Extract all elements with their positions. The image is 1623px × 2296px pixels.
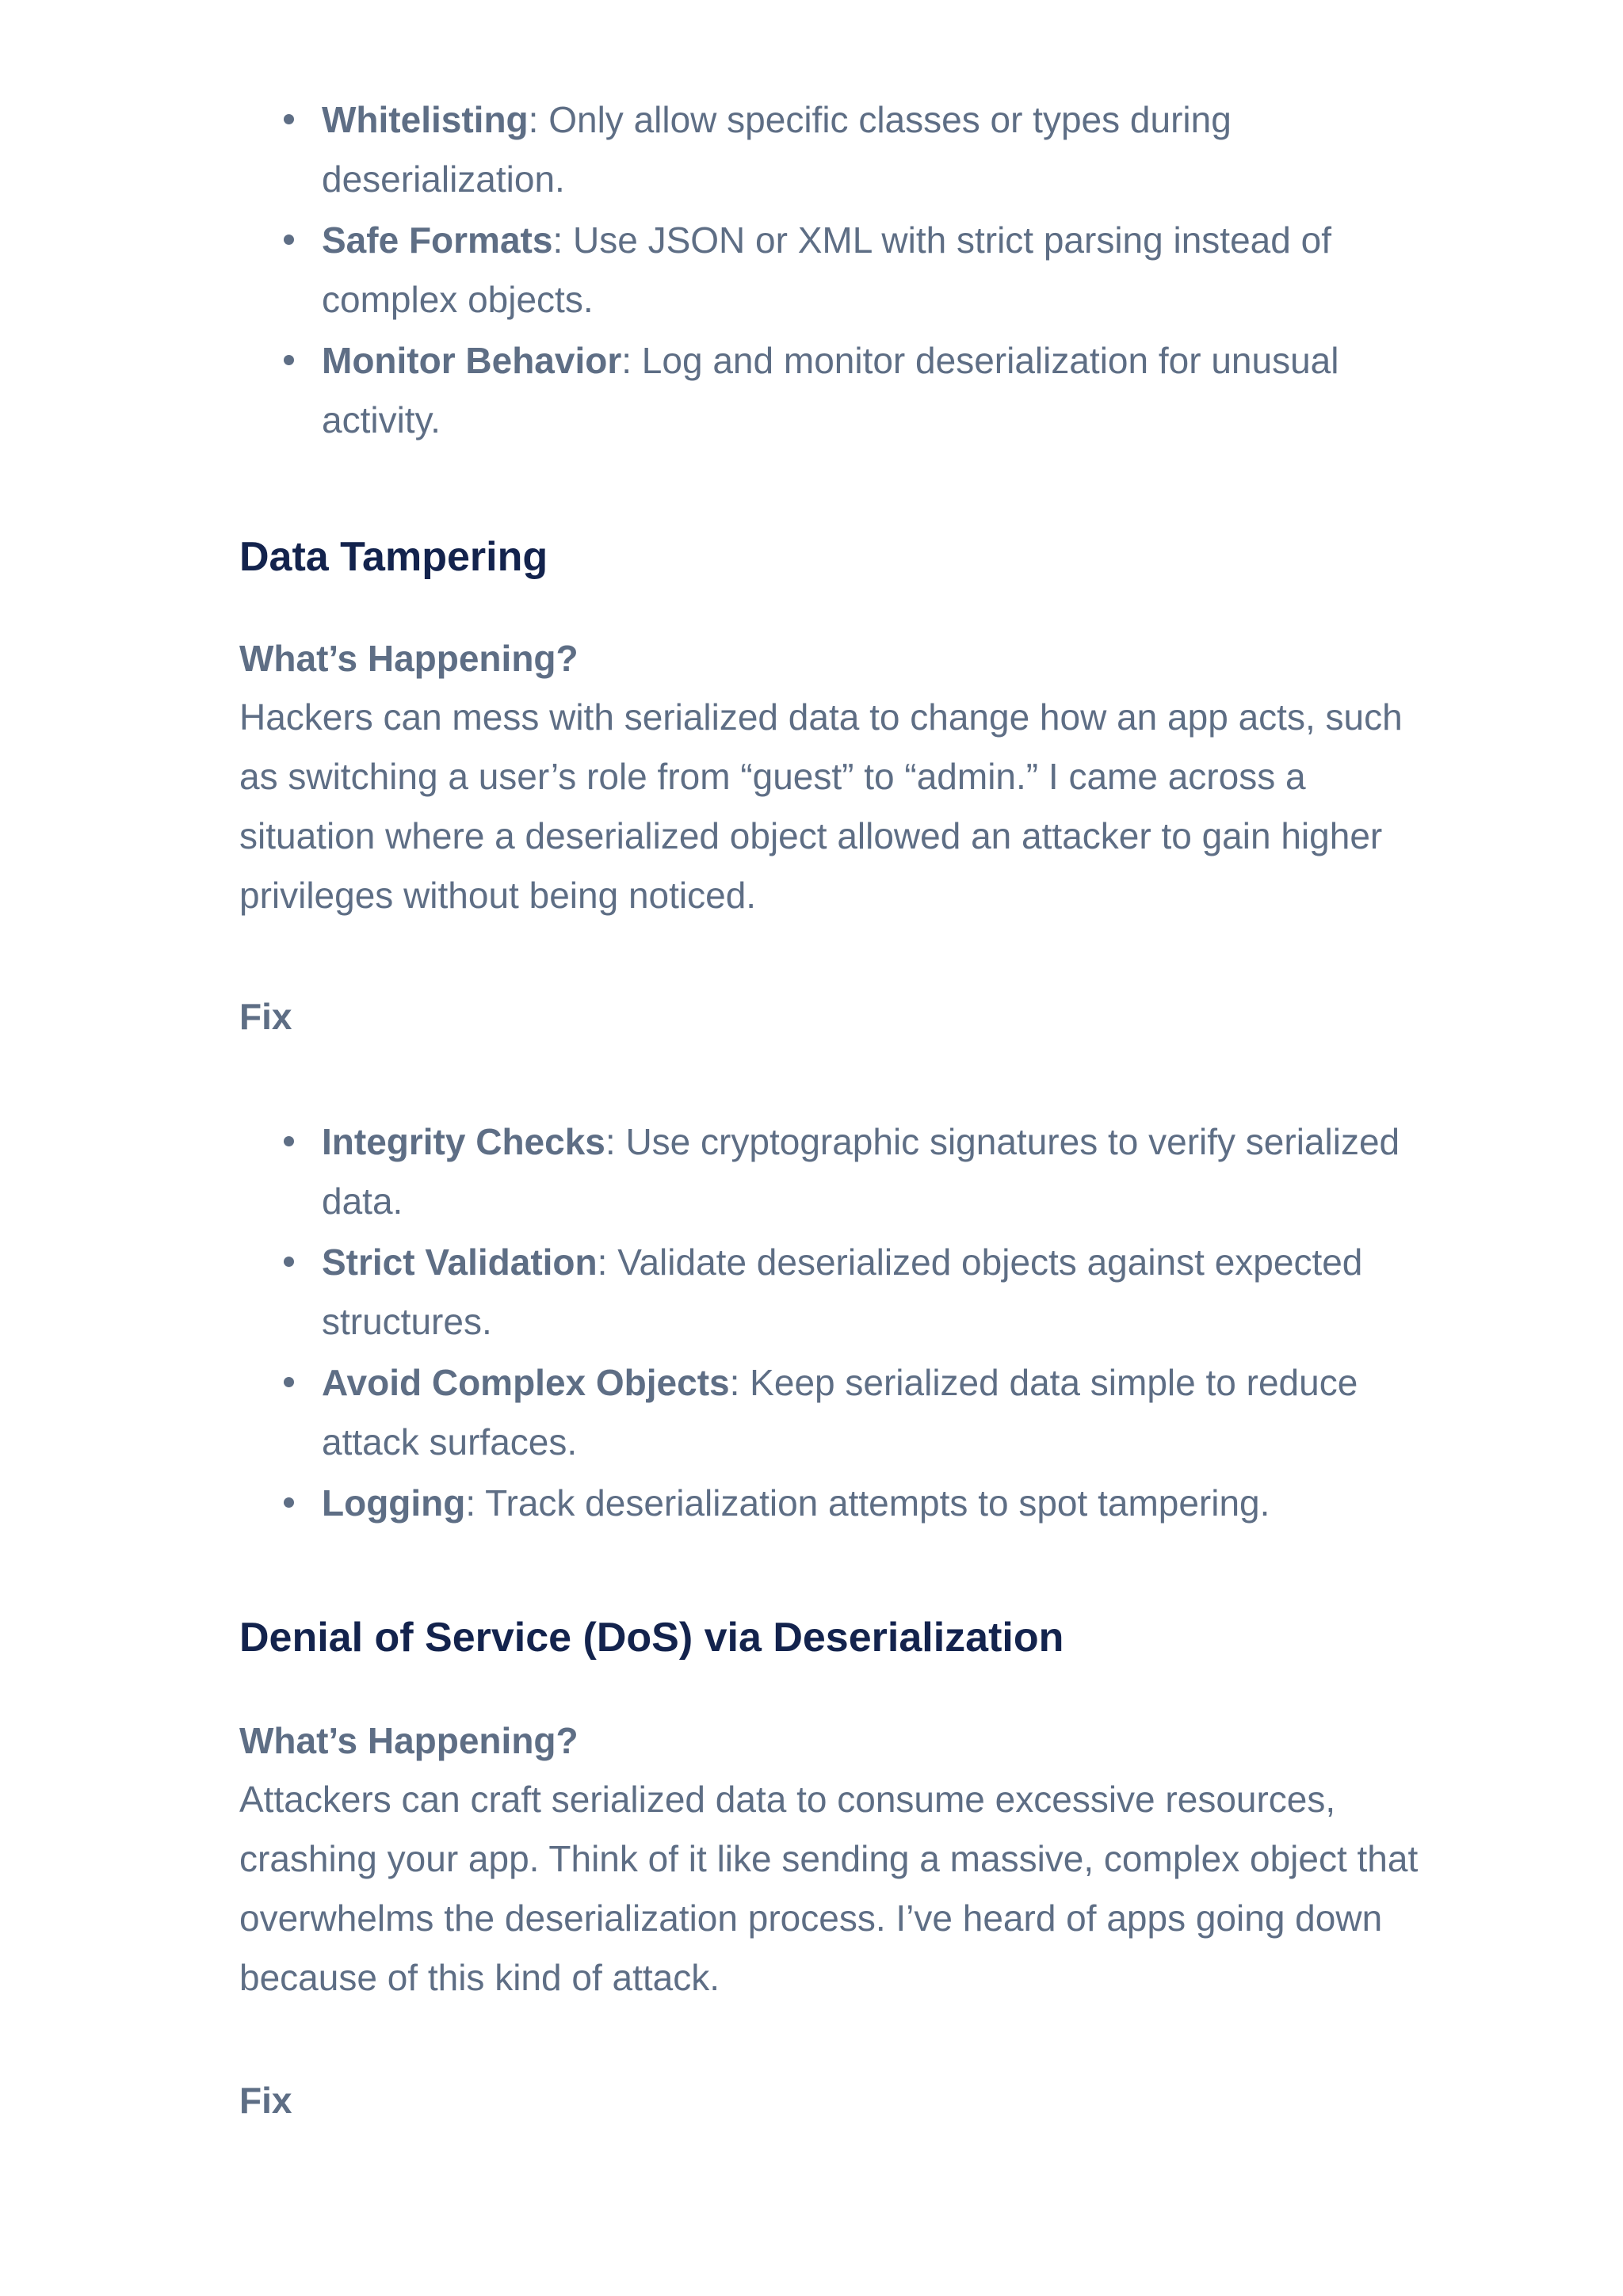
data-tampering-fix-list — [239, 1112, 1444, 1535]
list-item-term: Integrity Checks — [322, 1121, 605, 1162]
section-heading-data-tampering: Data Tampering — [239, 534, 548, 580]
list-item-term: Monitor Behavior — [322, 340, 622, 381]
bullet-icon — [284, 1257, 294, 1267]
fix-label: Fix — [239, 2080, 292, 2121]
list-item — [239, 211, 1444, 330]
list-item — [239, 1474, 1444, 1533]
list-item-term: Whitelisting — [322, 99, 529, 140]
section-paragraph: Hackers can mess with serialized data to change how an app acts, such as switching a user’s role from “guest” to “admin.” I came across a situation where a deserialized object allowed an attacker to gain higher privileges without being noticed. — [239, 696, 1403, 916]
list-item-text: : Keep serialized data simple to reduce attack surfaces. — [322, 1362, 1358, 1463]
list-item-text: : Track deserialization attempts to spot tampering. — [465, 1482, 1270, 1524]
list-item-text: : Only allow specific classes or types during deserialization. — [322, 99, 1232, 200]
section-paragraph: Attackers can craft serialized data to consume excessive resources, crashing your app. Think of it like sending a massive, complex object that overwhelms the deserialization process. I’ve heard of apps going down because of this kind of attack. — [239, 1779, 1419, 1998]
list-item-text: : Use cryptographic signatures to verify serialized data. — [322, 1121, 1400, 1222]
fix-label: Fix — [239, 996, 292, 1037]
list-item-term: Avoid Complex Objects — [322, 1362, 730, 1403]
list-item-text: : Log and monitor deserialization for unusual activity. — [322, 340, 1339, 441]
bullet-icon — [284, 1136, 294, 1146]
list-item — [239, 90, 1444, 209]
list-item-term: Strict Validation — [322, 1241, 598, 1283]
list-item-term: Safe Formats — [322, 219, 553, 261]
bullet-icon — [284, 235, 294, 245]
list-item-text: : Use JSON or XML with strict parsing instead of complex objects. — [322, 219, 1331, 320]
whats-happening-label: What’s Happening? — [239, 1720, 579, 1761]
list-item — [239, 331, 1444, 450]
whats-happening-label: What’s Happening? — [239, 638, 579, 679]
list-item-text: : Validate deserialized objects against expected structures. — [322, 1241, 1363, 1342]
top-fix-list — [239, 90, 1444, 452]
list-item — [239, 1112, 1444, 1231]
bullet-icon — [284, 355, 294, 365]
bullet-icon — [284, 114, 294, 124]
bullet-icon — [284, 1497, 294, 1508]
list-item — [239, 1233, 1444, 1352]
bullet-icon — [284, 1377, 294, 1387]
list-item — [239, 1353, 1444, 1472]
section-heading-dos: Denial of Service (DoS) via Deserialization — [239, 1615, 1064, 1661]
list-item-term: Logging — [322, 1482, 466, 1524]
